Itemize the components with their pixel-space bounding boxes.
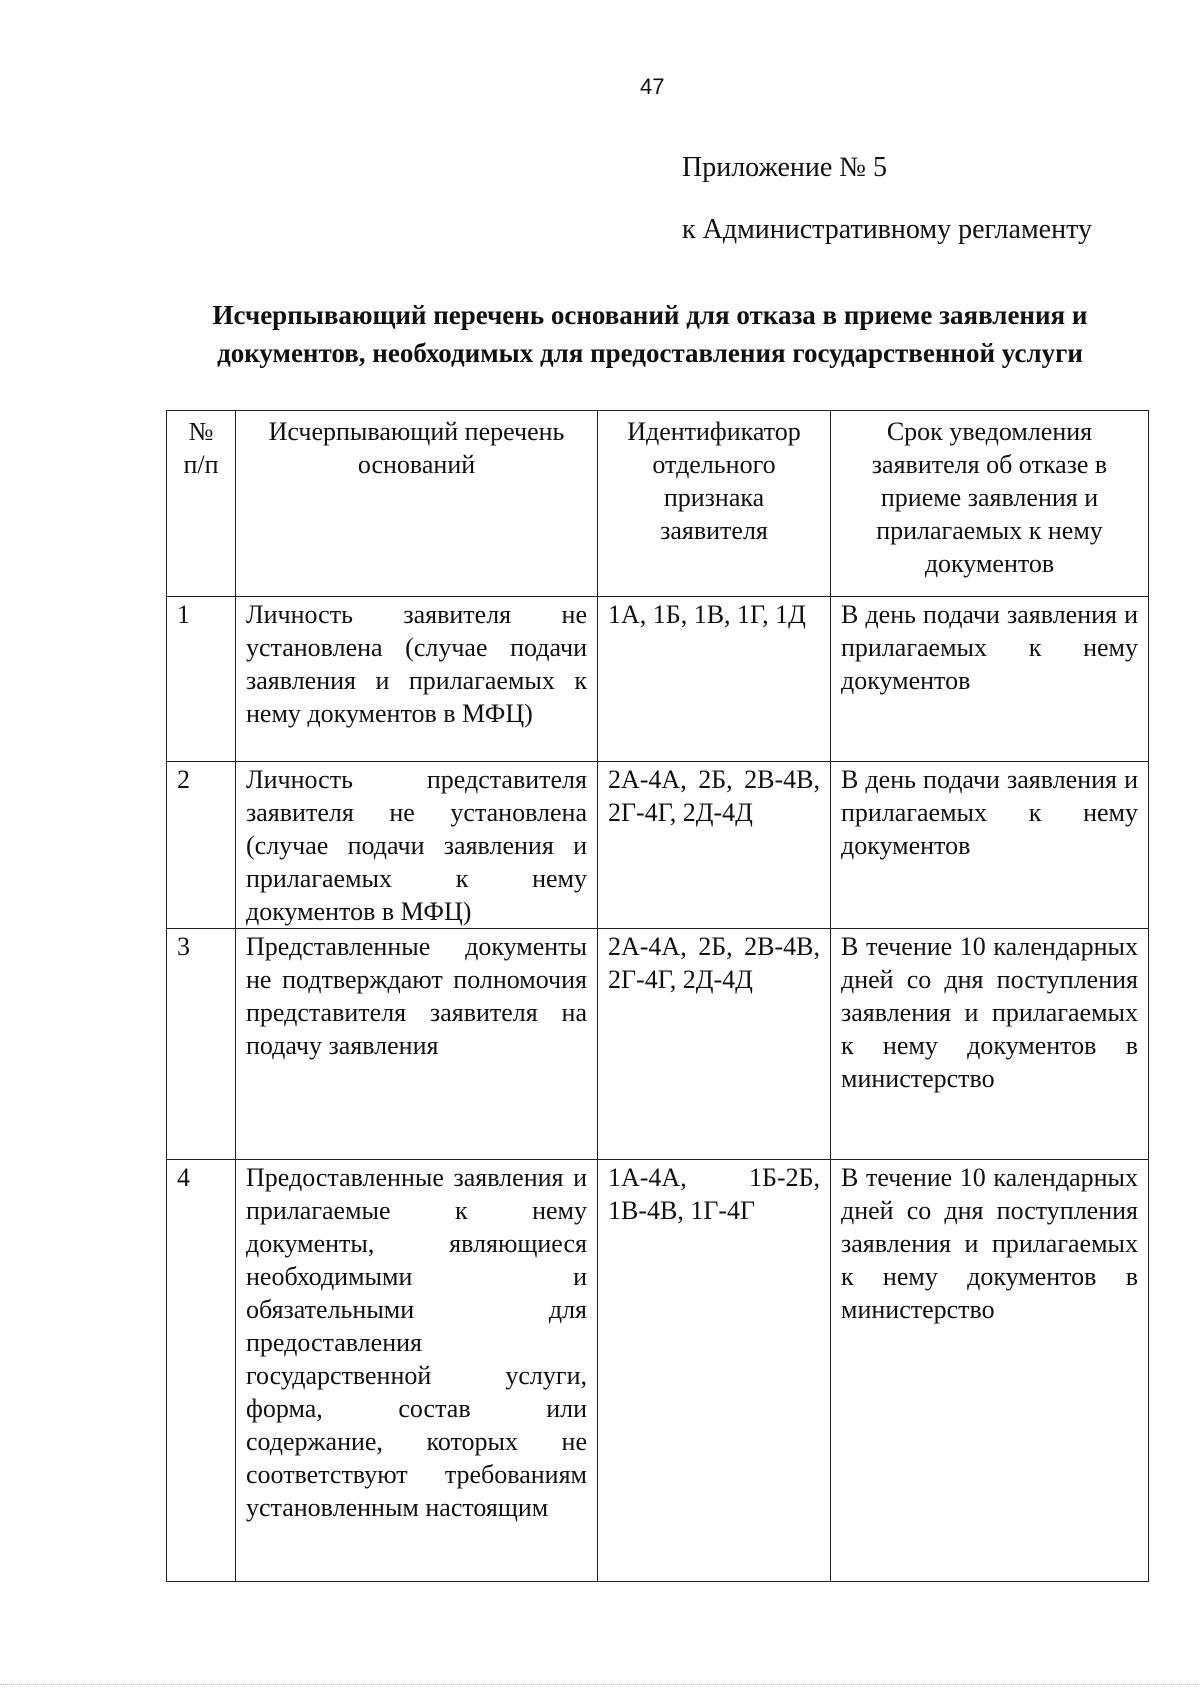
row-grounds: Предоставленные заявления и прилагаемые к нему документы, являющиеся необходимыми и обязательными для предоставления государственной услуги, форма, состав или содержание, которых не соответствуют требованиям установленным настоящим (236, 1160, 598, 1582)
table-header-row (167, 411, 1149, 597)
row-number: 4 (167, 1160, 236, 1582)
row-number: 3 (167, 929, 236, 1160)
header-term: Срок уведомления заявителя об отказе в приеме заявления и прилагаемых к нему документов (831, 411, 1149, 597)
appendix-title: Приложение № 5 (682, 152, 887, 183)
document-heading: Исчерпывающий перечень оснований для отказа в приеме заявления и документов, необходимых для предоставления государственной услуги (212, 300, 1088, 368)
table-header (167, 411, 1149, 597)
table-row (167, 762, 1149, 929)
appendix-subtitle: к Административному регламенту (682, 214, 1092, 245)
page-number: 47 (640, 74, 665, 99)
row-term: В день подачи заявления и прилагаемых к нему документов (831, 762, 1149, 929)
row-term: В течение 10 календарных дней со дня поступления заявления и прилагаемых к нему документов в министерство (831, 929, 1149, 1160)
row-grounds: Личность заявителя не установлена (случае подачи заявления и прилагаемых к нему документов в МФЦ) (236, 597, 598, 762)
header-identifier: Идентификатор отдельного признака заявителя (598, 411, 831, 597)
row-identifier: 2А-4А, 2Б, 2В-4В, 2Г-4Г, 2Д-4Д (598, 929, 831, 1160)
row-term: В течение 10 календарных дней со дня поступления заявления и прилагаемых к нему документов в министерство (831, 1160, 1149, 1582)
table-row (167, 1160, 1149, 1582)
row-identifier: 1А-4А, 1Б-2Б, 1В-4В, 1Г-4Г (598, 1160, 831, 1582)
row-grounds: Представленные документы не подтверждают полномочия представителя заявителя на подачу заявления (236, 929, 598, 1160)
row-grounds: Личность представителя заявителя не установлена (случае подачи заявления и прилагаемых к нему документов в МФЦ) (236, 762, 598, 929)
row-identifier: 1А, 1Б, 1В, 1Г, 1Д (598, 597, 831, 762)
row-number: 2 (167, 762, 236, 929)
header-num: № п/п (167, 411, 236, 597)
table-row (167, 929, 1149, 1160)
table-body (167, 597, 1149, 1582)
row-term: В день подачи заявления и прилагаемых к нему документов (831, 597, 1149, 762)
scan-edge-marks (0, 1684, 1200, 1689)
table-row (167, 597, 1149, 762)
row-number: 1 (167, 597, 236, 762)
header-grounds: Исчерпывающий перечень оснований (236, 411, 598, 597)
row-identifier: 2А-4А, 2Б, 2В-4В, 2Г-4Г, 2Д-4Д (598, 762, 831, 929)
rejection-grounds-table (166, 410, 1149, 1582)
